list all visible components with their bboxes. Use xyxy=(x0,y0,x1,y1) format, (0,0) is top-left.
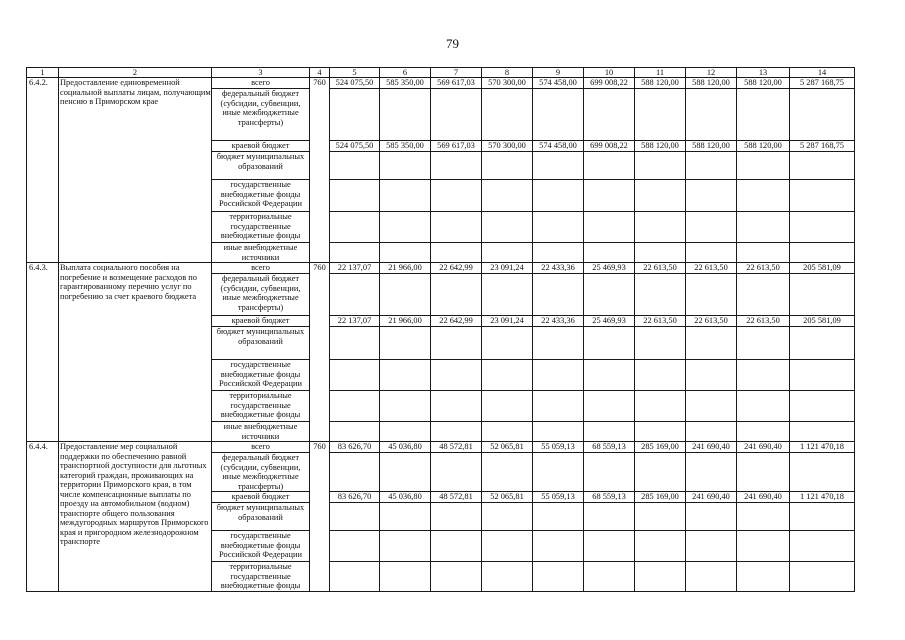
amount-cell xyxy=(584,531,635,562)
amount-cell xyxy=(790,243,855,263)
amount-cell: 55 059,13 xyxy=(533,442,584,453)
amount-cell xyxy=(533,89,584,141)
amount-cell xyxy=(330,391,380,422)
amount-cell: 699 008,22 xyxy=(584,141,635,152)
amount-cell: 55 059,13 xyxy=(533,492,584,503)
amount-cell xyxy=(686,89,737,141)
amount-cell xyxy=(686,180,737,212)
header-cell: 13 xyxy=(737,68,790,78)
amount-cell: 588 120,00 xyxy=(635,78,686,89)
amount-cell xyxy=(584,180,635,212)
amount-cell: 22 137,07 xyxy=(330,263,380,274)
amount-cell xyxy=(686,243,737,263)
amount-cell: 569 617,03 xyxy=(431,141,482,152)
amount-cell xyxy=(737,562,790,592)
funding-source: бюджет муниципальных образований xyxy=(212,327,310,360)
amount-cell xyxy=(584,152,635,180)
item-code: 6.4.4. xyxy=(27,442,59,592)
amount-cell xyxy=(431,243,482,263)
amount-cell xyxy=(584,453,635,492)
amount-cell xyxy=(635,360,686,391)
amount-cell xyxy=(482,391,533,422)
amount-cell: 23 091,24 xyxy=(482,316,533,327)
amount-cell xyxy=(790,453,855,492)
amount-cell xyxy=(431,180,482,212)
amount-cell xyxy=(737,274,790,316)
table-row xyxy=(27,78,855,89)
table-body xyxy=(27,68,855,592)
amount-cell xyxy=(635,391,686,422)
amount-cell: 574 458,00 xyxy=(533,78,584,89)
amount-cell: 22 433,36 xyxy=(533,263,584,274)
amount-cell: 52 065,81 xyxy=(482,442,533,453)
amount-cell: 285 169,00 xyxy=(635,492,686,503)
amount-cell: 22 613,50 xyxy=(635,263,686,274)
table-row xyxy=(27,442,855,453)
amount-cell xyxy=(431,89,482,141)
amount-cell xyxy=(686,562,737,592)
amount-cell xyxy=(380,243,431,263)
amount-cell: 23 091,24 xyxy=(482,263,533,274)
header-cell: 3 xyxy=(212,68,310,78)
amount-cell xyxy=(380,453,431,492)
amount-cell: 45 036,80 xyxy=(380,492,431,503)
amount-cell xyxy=(533,243,584,263)
amount-cell: 1 121 470,18 xyxy=(790,492,855,503)
amount-cell xyxy=(533,327,584,360)
amount-cell xyxy=(533,152,584,180)
amount-cell xyxy=(533,180,584,212)
amount-cell xyxy=(482,327,533,360)
header-cell: 2 xyxy=(59,68,212,78)
header-cell: 5 xyxy=(330,68,380,78)
amount-cell xyxy=(533,453,584,492)
funding-source: государственные внебюджетные фонды Российской Федерации xyxy=(212,360,310,391)
amount-cell xyxy=(686,274,737,316)
amount-cell xyxy=(635,453,686,492)
amount-cell: 1 121 470,18 xyxy=(790,442,855,453)
amount-cell xyxy=(482,360,533,391)
funding-source: федеральный бюджет (субсидии, субвенции, иные межбюджетные трансферты) xyxy=(212,89,310,141)
amount-cell: 585 350,00 xyxy=(380,78,431,89)
amount-cell: 21 966,00 xyxy=(380,263,431,274)
amount-cell xyxy=(686,531,737,562)
amount-cell xyxy=(431,562,482,592)
amount-cell: 205 581,09 xyxy=(790,263,855,274)
amount-cell xyxy=(330,422,380,442)
amount-cell xyxy=(584,391,635,422)
amount-cell: 205 581,09 xyxy=(790,316,855,327)
header-cell: 14 xyxy=(790,68,855,78)
funding-source: государственные внебюджетные фонды Российской Федерации xyxy=(212,531,310,562)
amount-cell xyxy=(330,274,380,316)
header-cell: 7 xyxy=(431,68,482,78)
amount-cell: 5 287 168,75 xyxy=(790,141,855,152)
funding-source: территориальные государственные внебюджетные фонды xyxy=(212,212,310,243)
amount-cell xyxy=(431,360,482,391)
amount-cell xyxy=(380,503,431,531)
item-name: Предоставление мер социальной поддержки по обеспечению равной транспортной доступности для льготных категорий граждан, проживающих на территории Приморского края, в том числе компенсационные выплаты по проезду на автомобильном (водном) транспорте общего пользования междугородных маршрутов Приморского края и пригородном железнодорожном транспорте xyxy=(59,442,212,592)
amount-cell xyxy=(380,274,431,316)
amount-cell xyxy=(635,212,686,243)
amount-cell xyxy=(431,503,482,531)
amount-cell xyxy=(431,391,482,422)
amount-cell xyxy=(482,422,533,442)
item-code: 6.4.3. xyxy=(27,263,59,442)
table-row xyxy=(27,263,855,274)
amount-cell: 588 120,00 xyxy=(737,141,790,152)
funding-source: всего xyxy=(212,78,310,89)
amount-cell: 22 433,36 xyxy=(533,316,584,327)
header-cell: 1 xyxy=(27,68,59,78)
header-cell: 6 xyxy=(380,68,431,78)
amount-cell xyxy=(635,327,686,360)
funding-source: иные внебюджетные источники xyxy=(212,243,310,263)
amount-cell xyxy=(584,562,635,592)
amount-cell: 21 966,00 xyxy=(380,316,431,327)
amount-cell xyxy=(790,360,855,391)
amount-cell xyxy=(431,212,482,243)
amount-cell xyxy=(330,180,380,212)
amount-cell: 570 300,00 xyxy=(482,78,533,89)
amount-cell xyxy=(380,89,431,141)
amount-cell xyxy=(737,531,790,562)
amount-cell xyxy=(635,180,686,212)
amount-cell: 45 036,80 xyxy=(380,442,431,453)
amount-cell xyxy=(533,503,584,531)
amount-cell xyxy=(431,152,482,180)
amount-cell: 588 120,00 xyxy=(737,78,790,89)
amount-cell xyxy=(330,212,380,243)
amount-cell xyxy=(380,360,431,391)
amount-cell xyxy=(330,327,380,360)
amount-cell: 48 572,81 xyxy=(431,442,482,453)
amount-cell: 68 559,13 xyxy=(584,492,635,503)
amount-cell xyxy=(686,360,737,391)
amount-cell xyxy=(380,531,431,562)
item-code: 6.4.2. xyxy=(27,78,59,263)
amount-cell: 22 642,99 xyxy=(431,263,482,274)
amount-cell xyxy=(330,360,380,391)
amount-cell xyxy=(737,243,790,263)
amount-cell: 241 690,40 xyxy=(686,442,737,453)
amount-cell xyxy=(635,562,686,592)
amount-cell: 524 075,50 xyxy=(330,141,380,152)
amount-cell xyxy=(482,274,533,316)
amount-cell: 241 690,40 xyxy=(686,492,737,503)
amount-cell xyxy=(790,531,855,562)
amount-cell xyxy=(790,212,855,243)
amount-cell: 83 626,70 xyxy=(330,442,380,453)
column-4-code: 760 xyxy=(310,78,330,263)
amount-cell xyxy=(737,391,790,422)
amount-cell xyxy=(790,89,855,141)
amount-cell: 22 137,07 xyxy=(330,316,380,327)
amount-cell xyxy=(737,327,790,360)
amount-cell xyxy=(686,503,737,531)
amount-cell xyxy=(482,152,533,180)
amount-cell xyxy=(533,274,584,316)
amount-cell xyxy=(737,89,790,141)
amount-cell xyxy=(482,89,533,141)
amount-cell xyxy=(584,422,635,442)
amount-cell xyxy=(330,152,380,180)
amount-cell xyxy=(533,360,584,391)
amount-cell: 22 613,50 xyxy=(686,263,737,274)
header-cell: 4 xyxy=(310,68,330,78)
amount-cell xyxy=(533,422,584,442)
amount-cell: 83 626,70 xyxy=(330,492,380,503)
amount-cell: 68 559,13 xyxy=(584,442,635,453)
amount-cell xyxy=(635,422,686,442)
amount-cell xyxy=(635,503,686,531)
amount-cell xyxy=(635,243,686,263)
amount-cell xyxy=(482,212,533,243)
amount-cell xyxy=(737,360,790,391)
amount-cell xyxy=(584,274,635,316)
amount-cell xyxy=(737,152,790,180)
funding-source: краевой бюджет xyxy=(212,492,310,503)
amount-cell xyxy=(533,562,584,592)
amount-cell xyxy=(431,453,482,492)
funding-source: краевой бюджет xyxy=(212,316,310,327)
amount-cell xyxy=(431,422,482,442)
amount-cell: 524 075,50 xyxy=(330,78,380,89)
amount-cell xyxy=(686,327,737,360)
page-number: 79 xyxy=(446,36,459,51)
header-cell: 11 xyxy=(635,68,686,78)
amount-cell xyxy=(635,531,686,562)
amount-cell: 52 065,81 xyxy=(482,492,533,503)
amount-cell: 588 120,00 xyxy=(635,141,686,152)
header-row xyxy=(27,68,855,78)
amount-cell xyxy=(330,503,380,531)
amount-cell xyxy=(533,391,584,422)
amount-cell: 22 613,50 xyxy=(737,263,790,274)
header-cell: 8 xyxy=(482,68,533,78)
funding-source: всего xyxy=(212,263,310,274)
amount-cell xyxy=(330,243,380,263)
amount-cell: 699 008,22 xyxy=(584,78,635,89)
amount-cell xyxy=(380,562,431,592)
funding-source: федеральный бюджет (субсидии, субвенции, иные межбюджетные трансферты) xyxy=(212,453,310,492)
amount-cell: 570 300,00 xyxy=(482,141,533,152)
amount-cell xyxy=(584,243,635,263)
amount-cell xyxy=(790,327,855,360)
amount-cell: 241 690,40 xyxy=(737,442,790,453)
budget-table xyxy=(26,67,855,592)
amount-cell xyxy=(790,562,855,592)
amount-cell xyxy=(790,180,855,212)
header-cell: 9 xyxy=(533,68,584,78)
amount-cell xyxy=(737,503,790,531)
funding-source: федеральный бюджет (субсидии, субвенции, иные межбюджетные трансферты) xyxy=(212,274,310,316)
amount-cell xyxy=(737,422,790,442)
funding-source: иные внебюджетные источники xyxy=(212,422,310,442)
amount-cell xyxy=(790,422,855,442)
header-cell: 10 xyxy=(584,68,635,78)
amount-cell xyxy=(584,327,635,360)
amount-cell xyxy=(330,89,380,141)
item-name: Предоставление единовременной социальной выплаты лицам, получающим пенсию в Приморском крае xyxy=(59,78,212,263)
amount-cell xyxy=(737,212,790,243)
amount-cell: 588 120,00 xyxy=(686,141,737,152)
amount-cell xyxy=(790,274,855,316)
amount-cell xyxy=(380,391,431,422)
amount-cell: 574 458,00 xyxy=(533,141,584,152)
amount-cell xyxy=(482,243,533,263)
amount-cell xyxy=(380,327,431,360)
amount-cell: 22 613,50 xyxy=(737,316,790,327)
amount-cell xyxy=(330,453,380,492)
amount-cell xyxy=(790,391,855,422)
amount-cell xyxy=(584,360,635,391)
amount-cell xyxy=(584,212,635,243)
amount-cell: 22 642,99 xyxy=(431,316,482,327)
amount-cell xyxy=(686,152,737,180)
amount-cell xyxy=(380,152,431,180)
amount-cell xyxy=(482,531,533,562)
amount-cell xyxy=(533,531,584,562)
funding-source: бюджет муниципальных образований xyxy=(212,503,310,531)
amount-cell xyxy=(330,531,380,562)
amount-cell xyxy=(482,503,533,531)
amount-cell xyxy=(686,453,737,492)
amount-cell xyxy=(737,453,790,492)
amount-cell xyxy=(431,274,482,316)
funding-source: территориальные государственные внебюджетные фонды xyxy=(212,562,310,592)
funding-source: государственные внебюджетные фонды Российской Федерации xyxy=(212,180,310,212)
funding-source: всего xyxy=(212,442,310,453)
column-4-code: 760 xyxy=(310,442,330,592)
amount-cell xyxy=(635,274,686,316)
column-4-code: 760 xyxy=(310,263,330,442)
amount-cell: 22 613,50 xyxy=(635,316,686,327)
amount-cell: 48 572,81 xyxy=(431,492,482,503)
amount-cell xyxy=(686,391,737,422)
amount-cell xyxy=(584,89,635,141)
amount-cell: 25 469,93 xyxy=(584,263,635,274)
funding-source: краевой бюджет xyxy=(212,141,310,152)
amount-cell xyxy=(431,531,482,562)
amount-cell: 285 169,00 xyxy=(635,442,686,453)
funding-source: территориальные государственные внебюджетные фонды xyxy=(212,391,310,422)
header-cell: 12 xyxy=(686,68,737,78)
amount-cell xyxy=(790,503,855,531)
funding-source: бюджет муниципальных образований xyxy=(212,152,310,180)
amount-cell: 588 120,00 xyxy=(686,78,737,89)
amount-cell xyxy=(635,152,686,180)
amount-cell xyxy=(790,152,855,180)
amount-cell xyxy=(482,562,533,592)
amount-cell xyxy=(737,180,790,212)
amount-cell xyxy=(482,180,533,212)
amount-cell: 569 617,03 xyxy=(431,78,482,89)
amount-cell: 25 469,93 xyxy=(584,316,635,327)
amount-cell: 241 690,40 xyxy=(737,492,790,503)
amount-cell xyxy=(533,212,584,243)
amount-cell: 22 613,50 xyxy=(686,316,737,327)
amount-cell xyxy=(635,89,686,141)
amount-cell: 5 287 168,75 xyxy=(790,78,855,89)
amount-cell xyxy=(330,562,380,592)
amount-cell xyxy=(686,422,737,442)
amount-cell: 585 350,00 xyxy=(380,141,431,152)
amount-cell xyxy=(584,503,635,531)
amount-cell xyxy=(380,212,431,243)
amount-cell xyxy=(482,453,533,492)
amount-cell xyxy=(431,327,482,360)
amount-cell xyxy=(380,180,431,212)
amount-cell xyxy=(686,212,737,243)
item-name: Выплата социального пособия на погребение и возмещение расходов по гарантированному перечню услуг по погребению за счет краевого бюджета xyxy=(59,263,212,442)
amount-cell xyxy=(380,422,431,442)
